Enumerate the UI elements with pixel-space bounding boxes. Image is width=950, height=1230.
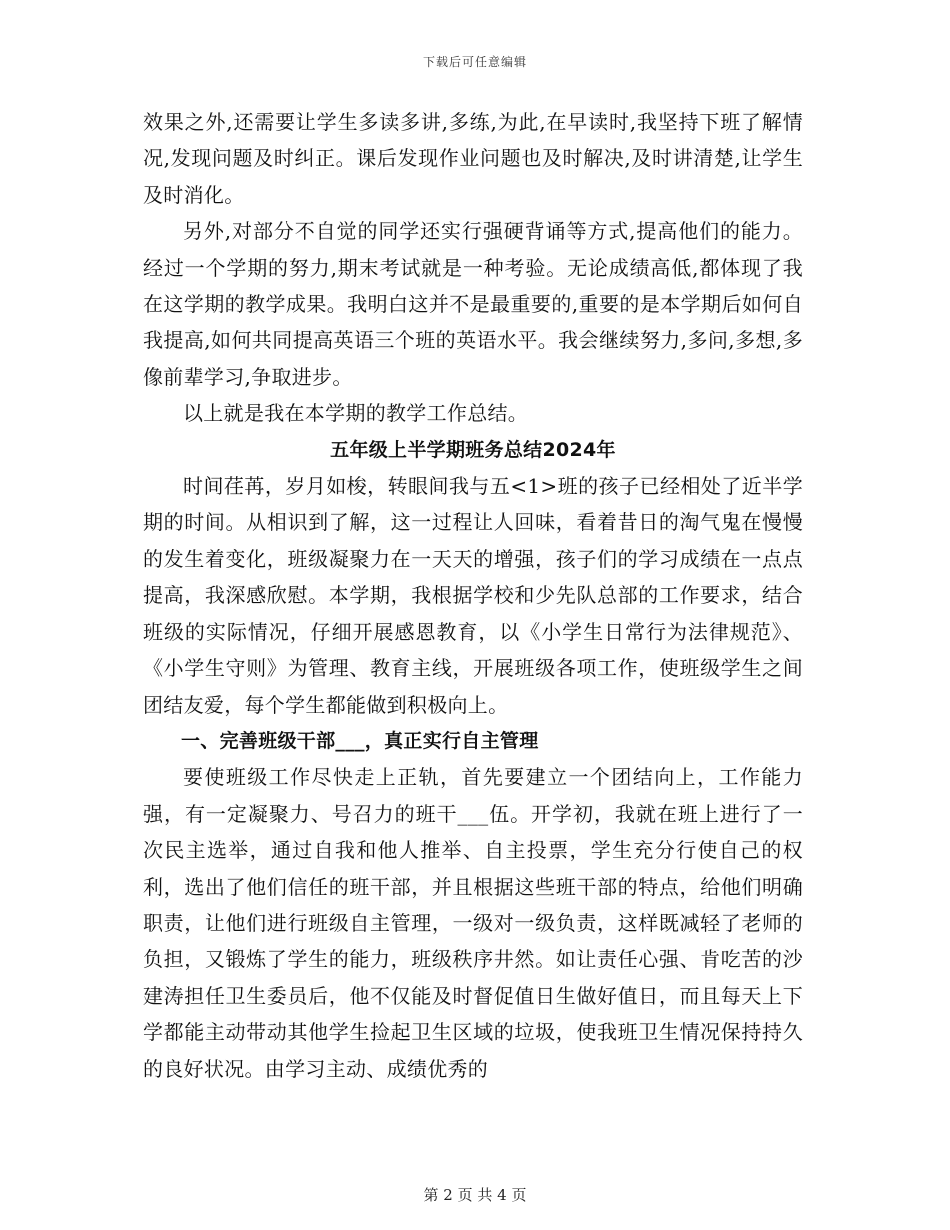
page-header: 下载后可任意编辑 xyxy=(422,55,527,69)
section-title: 五年级上半学期班务总结2024年 xyxy=(330,438,616,461)
paragraph: 要使班级工作尽快走上正轨，首先要建立一个团结向上，工作能力强，有一定凝聚力、号召力的班干___伍。开学初，我就在班上进行了一次民主选举，通过自我和他人推举、自主投票，学生充分行使自己的权利，选出了他们信任的班干部，并且根据这些班干部的特点，给他们明确职责，让他们进行班级自主管理，一级对一级负责，这样既减轻了老师的负担，又锻炼了学生的能力，班级秩序井然。如让责任心强、肯吃苦的沙建涛担任卫生委员后，他不仅能及时督促值日生做好值日，而且每天上下学都能主动带动其他学生捡起卫生区域的垃圾，使我班卫生情况保持持久的良好状况。由学习主动、成绩优秀的 xyxy=(143,765,803,1081)
paragraph: 以上就是我在本学期的教学工作总结。 xyxy=(183,401,529,426)
section-heading: 一、完善班级干部___，真正实行自主管理 xyxy=(181,729,539,752)
page-footer: 第 2 页 共 4 页 xyxy=(423,1186,527,1204)
paragraph-continued: 效果之外,还需要让学生多读多讲,多练,为此,在早读时,我坚持下班了解情况,发现问题及时纠正。课后发现作业问题也及时解决,及时讲清楚,让学生及时消化。 xyxy=(143,110,803,207)
paragraph: 另外,对部分不自觉的同学还实行强硬背诵等方式,提高他们的能力。经过一个学期的努力,期末考试就是一种考验。无论成绩高低,都体现了我在这学期的教学成果。我明白这并不是最重要的,重要的是本学期后如何自我提高,如何共同提高英语三个班的英语水平。我会继续努力,多问,多想,多像前辈学习,争取进步。 xyxy=(143,219,803,389)
paragraph: 时间荏苒，岁月如梭，转眼间我与五<1>班的孩子已经相处了近半学期的时间。从相识到了解，这一过程让人回味，看着昔日的淘气鬼在慢慢的发生着变化，班级凝聚力在一天天的增强，孩子们的学习成绩在一点点提高，我深感欣慰。本学期，我根据学校和少先队总部的工作要求，结合班级的实际情况，仔细开展感恩教育，以《小学生日常行为法律规范》、《小学生守则》为管理、教育主线，开展班级各项工作，使班级学生之间团结友爱，每个学生都能做到积极向上。 xyxy=(143,474,803,717)
document-body xyxy=(143,104,803,1087)
